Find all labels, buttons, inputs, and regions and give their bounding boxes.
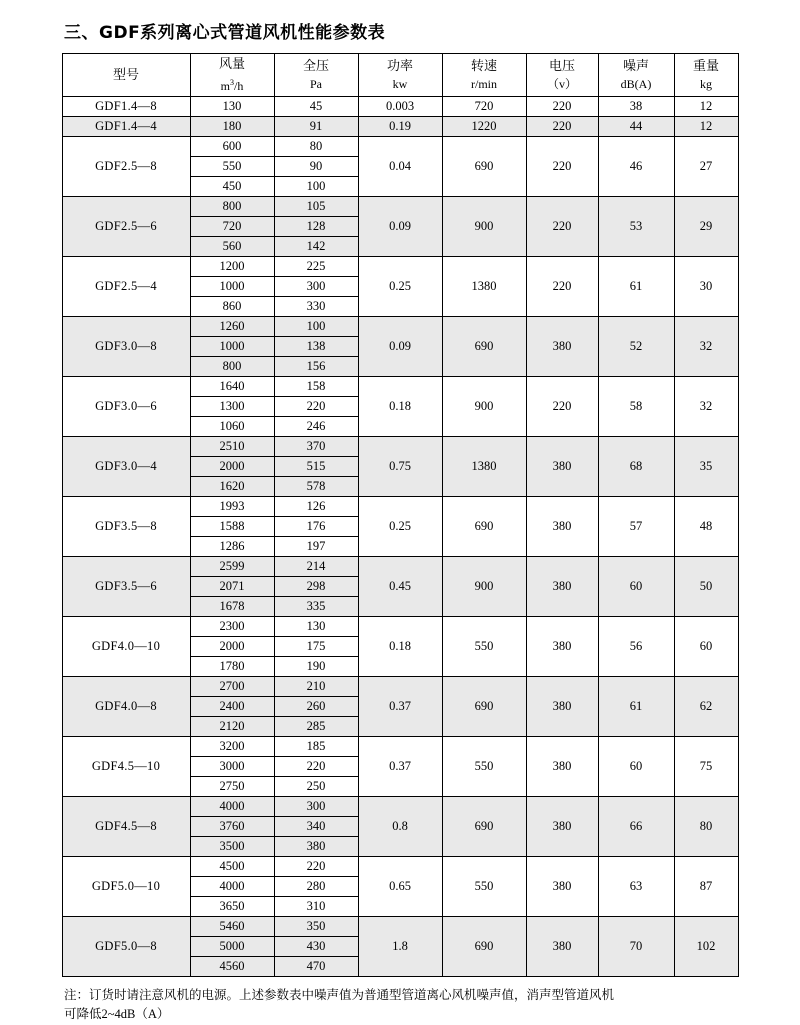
- cell-pressure: 90: [274, 157, 358, 177]
- cell-power: 0.37: [358, 677, 442, 737]
- cell-flow: 2071: [190, 577, 274, 597]
- table-row: [62, 497, 738, 517]
- cell-weight: 32: [674, 377, 738, 437]
- cell-flow: 1640: [190, 377, 274, 397]
- cell-voltage: 380: [526, 797, 598, 857]
- cell-flow: 860: [190, 297, 274, 317]
- column-header-4: [442, 54, 526, 97]
- cell-pressure: 197: [274, 537, 358, 557]
- cell-pressure: 138: [274, 337, 358, 357]
- cell-flow: 1060: [190, 417, 274, 437]
- cell-pressure: 370: [274, 437, 358, 457]
- table-row: [62, 677, 738, 697]
- cell-noise: 63: [598, 857, 674, 917]
- table-row: [62, 317, 738, 337]
- cell-power: 0.09: [358, 197, 442, 257]
- cell-model: GDF3.5—6: [62, 557, 190, 617]
- cell-pressure: 100: [274, 317, 358, 337]
- column-header-unit: kw: [392, 77, 408, 91]
- cell-weight: 75: [674, 737, 738, 797]
- cell-pressure: 142: [274, 237, 358, 257]
- cell-flow: 2400: [190, 697, 274, 717]
- column-header-unit: kg: [700, 77, 712, 91]
- cell-flow: 1286: [190, 537, 274, 557]
- column-header-unit: Pa: [310, 77, 322, 91]
- cell-pressure: 310: [274, 897, 358, 917]
- cell-pressure: 185: [274, 737, 358, 757]
- column-header-main: 风量: [218, 56, 245, 71]
- table-notes: [64, 986, 770, 1025]
- cell-voltage: 380: [526, 497, 598, 557]
- cell-flow: 2510: [190, 437, 274, 457]
- cell-noise: 44: [598, 117, 674, 137]
- cell-pressure: 300: [274, 797, 358, 817]
- cell-weight: 62: [674, 677, 738, 737]
- cell-pressure: 214: [274, 557, 358, 577]
- cell-power: 0.09: [358, 317, 442, 377]
- cell-flow: 1300: [190, 397, 274, 417]
- table-row: [62, 97, 738, 117]
- cell-noise: 57: [598, 497, 674, 557]
- cell-flow: 1678: [190, 597, 274, 617]
- cell-model: GDF5.0—10: [62, 857, 190, 917]
- cell-flow: 4000: [190, 877, 274, 897]
- column-header-1: [190, 54, 274, 97]
- cell-model: GDF3.5—8: [62, 497, 190, 557]
- cell-voltage: 380: [526, 437, 598, 497]
- cell-model: GDF2.5—6: [62, 197, 190, 257]
- cell-weight: 27: [674, 137, 738, 197]
- note-line-0: 注：订货时请注意风机的电源。上述参数表中噪声值为普通型管道离心风机噪声值，消声型管道风机: [64, 988, 615, 1002]
- cell-flow: 180: [190, 117, 274, 137]
- cell-speed: 1380: [442, 437, 526, 497]
- cell-speed: 900: [442, 557, 526, 617]
- cell-speed: 690: [442, 677, 526, 737]
- cell-pressure: 380: [274, 837, 358, 857]
- cell-flow: 1000: [190, 277, 274, 297]
- cell-model: GDF4.0—10: [62, 617, 190, 677]
- cell-noise: 68: [598, 437, 674, 497]
- cell-pressure: 126: [274, 497, 358, 517]
- cell-flow: 450: [190, 177, 274, 197]
- table-row: [62, 857, 738, 877]
- cell-speed: 550: [442, 737, 526, 797]
- column-header-main: 型号: [112, 67, 139, 82]
- cell-pressure: 105: [274, 197, 358, 217]
- page-title: 三、GDF系列离心式管道风机性能参数表: [64, 23, 386, 43]
- cell-weight: 35: [674, 437, 738, 497]
- cell-pressure: 285: [274, 717, 358, 737]
- cell-flow: 550: [190, 157, 274, 177]
- cell-voltage: 220: [526, 117, 598, 137]
- cell-power: 0.18: [358, 377, 442, 437]
- cell-model: GDF4.0—8: [62, 677, 190, 737]
- cell-flow: 1993: [190, 497, 274, 517]
- cell-pressure: 220: [274, 857, 358, 877]
- cell-flow: 130: [190, 97, 274, 117]
- cell-flow: 800: [190, 357, 274, 377]
- cell-flow: 4560: [190, 957, 274, 977]
- cell-voltage: 380: [526, 917, 598, 977]
- column-header-main: 全压: [302, 58, 329, 73]
- cell-flow: 2599: [190, 557, 274, 577]
- cell-voltage: 380: [526, 737, 598, 797]
- cell-voltage: 220: [526, 197, 598, 257]
- cell-speed: 900: [442, 377, 526, 437]
- cell-speed: 690: [442, 497, 526, 557]
- cell-flow: 3200: [190, 737, 274, 757]
- column-header-3: [358, 54, 442, 97]
- cell-model: GDF5.0—8: [62, 917, 190, 977]
- table-body: [62, 97, 738, 977]
- cell-flow: 4500: [190, 857, 274, 877]
- cell-flow: 600: [190, 137, 274, 157]
- cell-power: 0.8: [358, 797, 442, 857]
- table-row: [62, 917, 738, 937]
- cell-flow: 1000: [190, 337, 274, 357]
- cell-pressure: 175: [274, 637, 358, 657]
- cell-pressure: 430: [274, 937, 358, 957]
- cell-flow: 3500: [190, 837, 274, 857]
- column-header-unit: （v）: [546, 77, 577, 91]
- cell-pressure: 128: [274, 217, 358, 237]
- cell-flow: 5000: [190, 937, 274, 957]
- cell-pressure: 350: [274, 917, 358, 937]
- cell-flow: 2750: [190, 777, 274, 797]
- cell-flow: 1200: [190, 257, 274, 277]
- cell-weight: 48: [674, 497, 738, 557]
- cell-pressure: 225: [274, 257, 358, 277]
- column-header-7: [674, 54, 738, 97]
- cell-pressure: 45: [274, 97, 358, 117]
- cell-voltage: 380: [526, 557, 598, 617]
- table-row: [62, 617, 738, 637]
- cell-flow: 2000: [190, 637, 274, 657]
- cell-noise: 46: [598, 137, 674, 197]
- cell-voltage: 380: [526, 617, 598, 677]
- column-header-main: 电压: [548, 58, 575, 73]
- cell-model: GDF2.5—8: [62, 137, 190, 197]
- cell-pressure: 515: [274, 457, 358, 477]
- cell-voltage: 220: [526, 377, 598, 437]
- spec-table: [62, 53, 739, 977]
- table-row: [62, 737, 738, 757]
- cell-model: GDF3.0—4: [62, 437, 190, 497]
- cell-pressure: 130: [274, 617, 358, 637]
- cell-weight: 102: [674, 917, 738, 977]
- cell-flow: 720: [190, 217, 274, 237]
- cell-speed: 550: [442, 857, 526, 917]
- column-header-unit: r/min: [471, 77, 497, 91]
- cell-power: 0.37: [358, 737, 442, 797]
- cell-speed: 1220: [442, 117, 526, 137]
- cell-pressure: 220: [274, 757, 358, 777]
- cell-power: 0.25: [358, 497, 442, 557]
- cell-noise: 58: [598, 377, 674, 437]
- cell-flow: 4000: [190, 797, 274, 817]
- cell-pressure: 80: [274, 137, 358, 157]
- cell-flow: 560: [190, 237, 274, 257]
- cell-flow: 1780: [190, 657, 274, 677]
- cell-noise: 60: [598, 557, 674, 617]
- cell-flow: 2700: [190, 677, 274, 697]
- cell-voltage: 380: [526, 857, 598, 917]
- cell-flow: 1260: [190, 317, 274, 337]
- cell-noise: 70: [598, 917, 674, 977]
- cell-speed: 690: [442, 317, 526, 377]
- cell-voltage: 380: [526, 677, 598, 737]
- cell-weight: 87: [674, 857, 738, 917]
- cell-flow: 3760: [190, 817, 274, 837]
- cell-speed: 550: [442, 617, 526, 677]
- cell-noise: 61: [598, 257, 674, 317]
- cell-flow: 5460: [190, 917, 274, 937]
- cell-pressure: 280: [274, 877, 358, 897]
- cell-voltage: 220: [526, 137, 598, 197]
- cell-pressure: 176: [274, 517, 358, 537]
- cell-pressure: 335: [274, 597, 358, 617]
- cell-flow: 2000: [190, 457, 274, 477]
- cell-pressure: 91: [274, 117, 358, 137]
- cell-pressure: 156: [274, 357, 358, 377]
- table-row: [62, 197, 738, 217]
- header-row: [62, 54, 738, 97]
- cell-flow: 800: [190, 197, 274, 217]
- cell-flow: 1588: [190, 517, 274, 537]
- cell-power: 0.003: [358, 97, 442, 117]
- cell-power: 0.19: [358, 117, 442, 137]
- cell-flow: 3000: [190, 757, 274, 777]
- cell-speed: 690: [442, 137, 526, 197]
- cell-pressure: 330: [274, 297, 358, 317]
- cell-pressure: 250: [274, 777, 358, 797]
- cell-voltage: 220: [526, 257, 598, 317]
- column-header-main: 噪声: [622, 58, 649, 73]
- table-row: [62, 797, 738, 817]
- cell-pressure: 246: [274, 417, 358, 437]
- cell-pressure: 158: [274, 377, 358, 397]
- cell-power: 0.04: [358, 137, 442, 197]
- cell-noise: 56: [598, 617, 674, 677]
- column-header-main: 功率: [386, 58, 413, 73]
- column-header-main: 转速: [470, 58, 497, 73]
- cell-noise: 52: [598, 317, 674, 377]
- cell-noise: 61: [598, 677, 674, 737]
- cell-speed: 690: [442, 917, 526, 977]
- cell-model: GDF3.0—8: [62, 317, 190, 377]
- cell-speed: 900: [442, 197, 526, 257]
- cell-pressure: 260: [274, 697, 358, 717]
- cell-voltage: 380: [526, 317, 598, 377]
- cell-weight: 32: [674, 317, 738, 377]
- cell-noise: 53: [598, 197, 674, 257]
- table-row: [62, 437, 738, 457]
- column-header-6: [598, 54, 674, 97]
- cell-speed: 690: [442, 797, 526, 857]
- cell-speed: 720: [442, 97, 526, 117]
- cell-voltage: 220: [526, 97, 598, 117]
- table-row: [62, 377, 738, 397]
- cell-power: 0.65: [358, 857, 442, 917]
- cell-pressure: 100: [274, 177, 358, 197]
- cell-pressure: 190: [274, 657, 358, 677]
- cell-power: 0.25: [358, 257, 442, 317]
- cell-pressure: 298: [274, 577, 358, 597]
- cell-flow: 1620: [190, 477, 274, 497]
- note-line-1: 可降低2~4dB（A）: [64, 1007, 170, 1022]
- cell-weight: 60: [674, 617, 738, 677]
- cell-power: 0.18: [358, 617, 442, 677]
- cell-model: GDF4.5—10: [62, 737, 190, 797]
- table-row: [62, 557, 738, 577]
- cell-flow: 2300: [190, 617, 274, 637]
- cell-pressure: 340: [274, 817, 358, 837]
- cell-noise: 60: [598, 737, 674, 797]
- cell-noise: 38: [598, 97, 674, 117]
- table-row: [62, 257, 738, 277]
- table-header: [62, 54, 738, 97]
- table-row: [62, 137, 738, 157]
- column-header-unit: dB(A): [620, 77, 652, 91]
- column-header-2: [274, 54, 358, 97]
- cell-power: 0.45: [358, 557, 442, 617]
- cell-model: GDF1.4—8: [62, 97, 190, 117]
- cell-power: 0.75: [358, 437, 442, 497]
- column-header-5: [526, 54, 598, 97]
- table-row: [62, 117, 738, 137]
- cell-weight: 12: [674, 117, 738, 137]
- cell-power: 1.8: [358, 917, 442, 977]
- cell-weight: 50: [674, 557, 738, 617]
- column-header-unit: $m^3/h$: [220, 78, 244, 93]
- cell-speed: 1380: [442, 257, 526, 317]
- column-header-0: [62, 54, 190, 97]
- cell-model: GDF2.5—4: [62, 257, 190, 317]
- cell-pressure: 300: [274, 277, 358, 297]
- cell-weight: 29: [674, 197, 738, 257]
- cell-pressure: 210: [274, 677, 358, 697]
- cell-noise: 66: [598, 797, 674, 857]
- cell-pressure: 220: [274, 397, 358, 417]
- column-header-main: 重量: [692, 58, 719, 73]
- cell-flow: 2120: [190, 717, 274, 737]
- cell-pressure: 470: [274, 957, 358, 977]
- cell-model: GDF4.5—8: [62, 797, 190, 857]
- cell-weight: 80: [674, 797, 738, 857]
- cell-flow: 3650: [190, 897, 274, 917]
- cell-pressure: 578: [274, 477, 358, 497]
- cell-weight: 30: [674, 257, 738, 317]
- cell-model: GDF1.4—4: [62, 117, 190, 137]
- cell-model: GDF3.0—6: [62, 377, 190, 437]
- cell-weight: 12: [674, 97, 738, 117]
